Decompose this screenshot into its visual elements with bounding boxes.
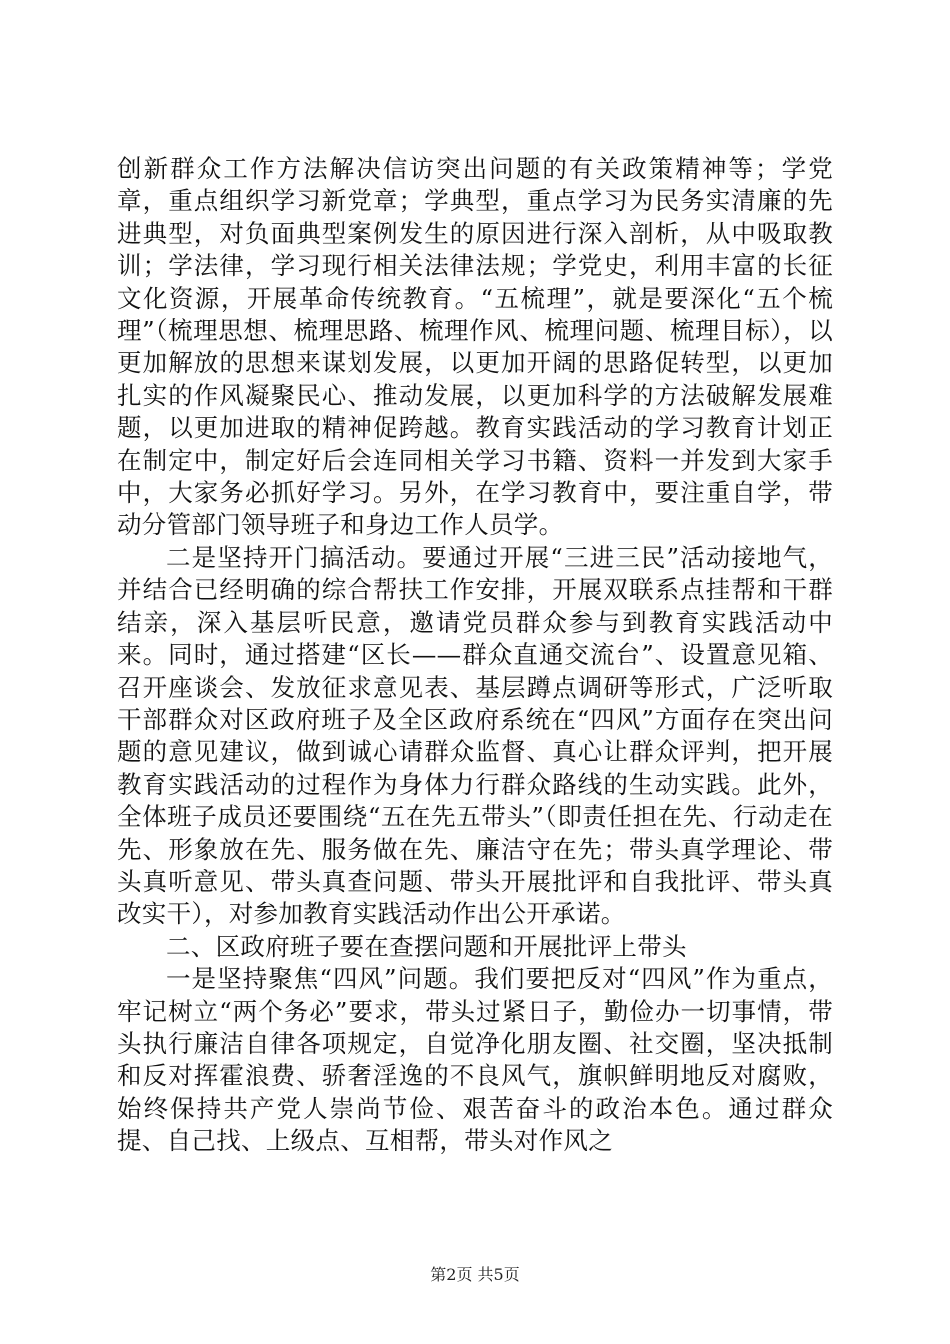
section-heading: 二、区政府班子要在查摆问题和开展批评上带头 (166, 931, 687, 961)
document-body (117, 153, 833, 1158)
paragraph-4: 一是坚持聚焦“四风”问题。我们要把反对“四风”作为重点，牢记树立“两个务必”要求，带头过紧日子，勤俭办一切事情，带头执行廉洁自律各项规定，自觉净化朋友圈、社交圈，坚决抵制和反对挥霍浪费、骄奢淫逸的不良风气，旗帜鲜明地反对腐败，始终保持共产党人崇尚节俭、艰苦奋斗的政治本色。通过群众提、自己找、上级点、互相帮，带头对作风之 (117, 964, 833, 1156)
paragraph-2: 二是坚持开门搞活动。要通过开展“三进三民”活动接地气，并结合已经明确的综合帮扶工作安排，开展双联系点挂帮和干群结亲，深入基层听民意，邀请党员群众参与到教育实践活动中来。同时，通过搭建“区长——群众直通交流台”、设置意见箱、召开座谈会、发放征求意见表、基层蹲点调研等形式，广泛听取干部群众对区政府班子及全区政府系统在“四风”方面存在突出问题的意见建议，做到诚心请群众监督、真心让群众评判，把开展教育实践活动的过程作为身体力行群众路线的生动实践。此外，全体班子成员还要围绕“五在先五带头”（即责任担在先、行动走在先、形象放在先、服务做在先、廉洁守在先；带头真学理论、带头真听意见、带头真查问题、带头开展批评和自我批评、带头真改实干），对参加教育实践活动作出公开承诺。 (117, 542, 833, 929)
page-footer: 第2页 共5页 (430, 1265, 520, 1284)
paragraph-1: 创新群众工作方法解决信访突出问题的有关政策精神等；学党章，重点组织学习新党章；学典型，重点学习为民务实清廉的先进典型，对负面典型案例发生的原因进行深入剖析，从中吸取教训；学法律，学习现行相关法律法规；学党史，利用丰富的长征文化资源，开展革命传统教育。“五梳理”，就是要深化“五个梳理”（梳理思想、梳理思路、梳理作风、梳理问题、梳理目标），以更加解放的思想来谋划发展，以更加开阔的思路促转型，以更加扎实的作风凝聚民心、推动发展，以更加科学的方法破解发展难题，以更加进取的精神促跨越。教育实践活动的学习教育计划正在制定中，制定好后会连同相关学习书籍、资料一并发到大家手中，大家务必抓好学习。另外，在学习教育中，要注重自学，带动分管部门领导班子和身边工作人员学。 (117, 154, 833, 540)
